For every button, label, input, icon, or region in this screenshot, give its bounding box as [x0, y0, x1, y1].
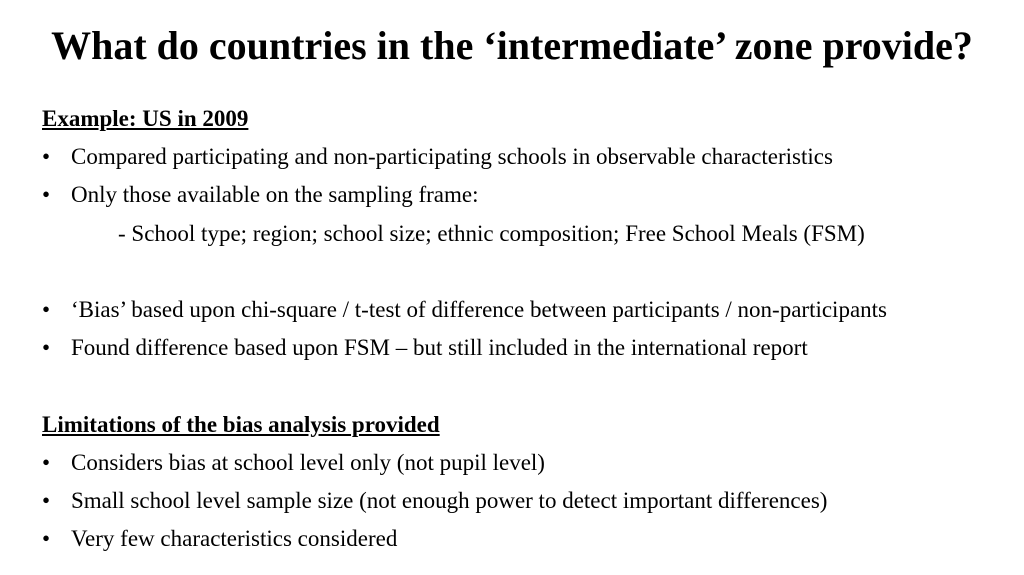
bullet-text: Very few characteristics considered	[71, 526, 398, 552]
bullet-text: Considers bias at school level only (not pupil level)	[71, 449, 545, 475]
bullet-item	[42, 291, 1002, 329]
section-heading-limitations: Limitations of the bias analysis provided	[42, 411, 440, 437]
bullet-point-icon: •	[42, 449, 51, 475]
bullet-item	[42, 482, 1002, 520]
bullet-point-icon: •	[42, 487, 51, 513]
bullet-item	[42, 138, 1002, 176]
bullet-point-icon: •	[42, 526, 51, 552]
bullet-point-icon: •	[42, 144, 51, 170]
spacer	[42, 367, 1002, 405]
spacer	[42, 253, 1002, 291]
bullet-point-icon: •	[42, 182, 51, 208]
bullet-point-icon: •	[42, 296, 51, 322]
bullet-item	[42, 444, 1002, 482]
slide-body	[42, 100, 1002, 558]
bullet-point-icon: •	[42, 335, 51, 361]
bullet-item	[42, 520, 1002, 558]
bullet-item	[42, 176, 1002, 214]
bullet-text: ‘Bias’ based upon chi-square / t-test of difference between participants / non-participants	[71, 296, 887, 322]
bullet-text: Small school level sample size (not enough power to detect important differences)	[71, 487, 828, 513]
bullet-text: Found difference based upon FSM – but still included in the international report	[71, 335, 808, 361]
bullet-text: Only those available on the sampling frame:	[71, 182, 479, 208]
bullet-item	[42, 329, 1002, 367]
section-heading-example: Example: US in 2009	[42, 106, 249, 131]
bullet-text: Compared participating and non-participating schools in observable characteristics	[71, 144, 833, 170]
slide-title: What do countries in the ‘intermediate’ zone provide?	[51, 23, 973, 68]
sub-item-text: - School type; region; school size; ethnic composition; Free School Meals (FSM)	[118, 220, 865, 246]
